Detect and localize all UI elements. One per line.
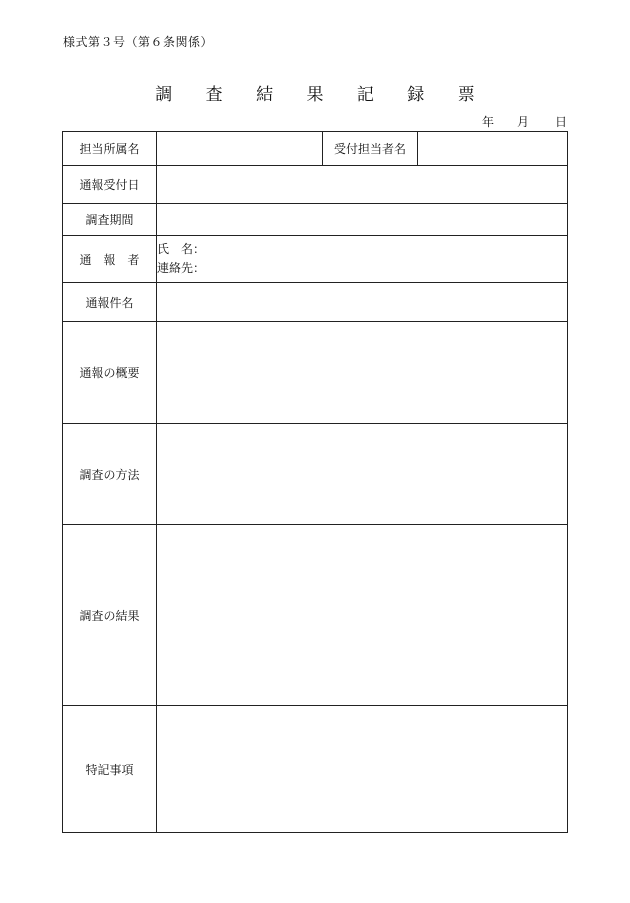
table-row	[63, 706, 568, 833]
method-label: 調査の方法	[63, 424, 157, 525]
case-name-label: 通報件名	[63, 283, 157, 322]
table-row	[63, 322, 568, 424]
form-id: 様式第３号（第６条関係）	[63, 35, 214, 49]
method-field[interactable]	[157, 424, 568, 525]
table-row	[63, 166, 568, 204]
date-day-label: 日	[554, 115, 567, 129]
reporter-field[interactable]	[157, 236, 568, 283]
table-row	[63, 424, 568, 525]
table-row	[63, 525, 568, 706]
table-row	[63, 204, 568, 236]
summary-label: 通報の概要	[63, 322, 157, 424]
notes-label: 特記事項	[63, 706, 157, 833]
receiver-field[interactable]	[418, 132, 568, 166]
received-date-label: 通報受付日	[63, 166, 157, 204]
received-date-field[interactable]	[157, 166, 568, 204]
table-row	[63, 236, 568, 283]
reporter-label: 通 報 者	[63, 236, 157, 283]
date-line	[464, 113, 567, 130]
notes-field[interactable]	[157, 706, 568, 833]
reporter-contact-label: 連絡先：	[157, 261, 206, 275]
date-month-label: 月	[516, 115, 529, 129]
table-row	[63, 283, 568, 322]
case-name-field[interactable]	[157, 283, 568, 322]
table-row	[63, 132, 568, 166]
dept-field[interactable]	[157, 132, 323, 166]
reporter-name-label: 氏 名：	[157, 242, 206, 256]
dept-label: 担当所属名	[63, 132, 157, 166]
period-label: 調査期間	[63, 204, 157, 236]
result-label: 調査の結果	[63, 525, 157, 706]
receiver-label: 受付担当者名	[323, 132, 418, 166]
date-year-label: 年	[481, 115, 494, 129]
record-table	[62, 131, 568, 833]
page-title: 調 査 結 果 記 録 票	[155, 85, 489, 105]
summary-field[interactable]	[157, 322, 568, 424]
period-field[interactable]	[157, 204, 568, 236]
result-field[interactable]	[157, 525, 568, 706]
